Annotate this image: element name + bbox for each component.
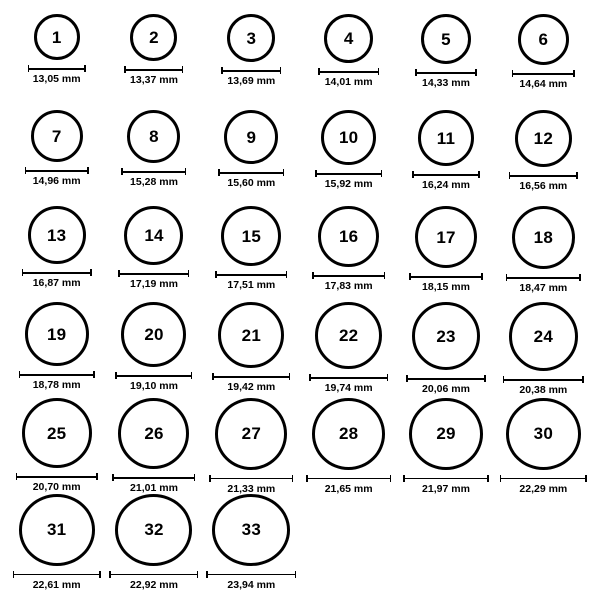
ring-measure: [318, 68, 379, 88]
ring-size-number: 6: [538, 30, 549, 49]
ring-circle: [315, 302, 382, 369]
ring-diameter-label: 14,01 mm: [324, 76, 373, 88]
ring-measure: [503, 376, 584, 396]
ring-diameter-label: 15,60 mm: [227, 177, 276, 189]
ring-circle: [418, 110, 474, 166]
ring-circle: [31, 110, 83, 162]
ring-size-cell[interactable]: [105, 110, 202, 206]
ring-diameter-label: 14,64 mm: [519, 78, 568, 90]
ring-measure: [221, 67, 281, 87]
ring-size-cell[interactable]: [105, 206, 202, 302]
ring-diameter-label: 19,42 mm: [227, 381, 276, 393]
ring-circle: [409, 398, 483, 470]
ring-size-number: 10: [339, 128, 359, 147]
caliper-icon: [512, 70, 575, 77]
caliper-icon: [500, 475, 587, 482]
ring-size-cell[interactable]: [397, 398, 494, 494]
ring-diameter-label: 13,69 mm: [227, 75, 276, 87]
ring-diameter-label: 19,74 mm: [324, 382, 373, 394]
ring-size-number: 15: [241, 226, 261, 246]
ring-diameter-label: 20,38 mm: [519, 384, 568, 396]
ring-circle: [324, 14, 373, 63]
ring-measure: [506, 274, 581, 294]
ring-circle: [212, 494, 290, 566]
ring-measure: [512, 70, 575, 90]
ring-measure: [218, 169, 284, 189]
caliper-icon: [118, 270, 189, 277]
ring-size-number: 20: [144, 325, 164, 344]
ring-circle: [19, 494, 95, 566]
ring-size-number: 32: [144, 520, 164, 540]
ring-diameter-label: 21,01 mm: [130, 482, 178, 494]
ring-size-number: 1: [51, 27, 62, 47]
ring-size-cell[interactable]: [397, 14, 494, 110]
ring-diameter-label: 23,94 mm: [227, 578, 276, 591]
ring-circle: [118, 398, 189, 469]
ring-diameter-label: 18,47 mm: [519, 282, 568, 294]
caliper-icon: [124, 66, 183, 73]
ring-circle: [124, 206, 183, 265]
caliper-icon: [415, 69, 477, 76]
ring-size-cell[interactable]: [105, 302, 202, 398]
ring-size-cell[interactable]: [203, 302, 300, 398]
ring-size-cell[interactable]: [8, 398, 105, 494]
ring-diameter-label: 15,92 mm: [324, 178, 373, 190]
caliper-icon: [306, 475, 391, 482]
ring-measure: [312, 272, 385, 292]
caliper-icon: [121, 168, 186, 175]
ring-measure: [306, 475, 391, 495]
caliper-icon: [13, 571, 101, 578]
ring-size-number: 26: [144, 424, 164, 443]
ring-circle: [227, 14, 275, 62]
ring-diameter-label: 14,33 mm: [422, 77, 470, 89]
ring-circle: [512, 206, 575, 269]
caliper-icon: [16, 473, 98, 480]
ring-size-number: 8: [149, 127, 159, 146]
ring-size-number: 9: [246, 127, 257, 147]
caliper-icon: [509, 172, 578, 179]
ring-measure: [25, 167, 89, 187]
ring-measure: [212, 373, 290, 393]
caliper-icon: [109, 571, 198, 578]
ring-circle: [121, 302, 186, 367]
ring-size-cell[interactable]: [300, 302, 397, 398]
ring-size-cell[interactable]: [300, 14, 397, 110]
ring-measure: [115, 372, 192, 392]
ring-size-number: 3: [246, 28, 257, 48]
ring-size-cell[interactable]: [300, 110, 397, 206]
ring-size-cell[interactable]: [495, 302, 592, 398]
ring-size-cell[interactable]: [397, 302, 494, 398]
ring-size-number: 5: [441, 29, 451, 49]
ring-measure: [412, 171, 480, 191]
ring-measure: [403, 475, 489, 495]
ring-size-cell[interactable]: [495, 14, 592, 110]
ring-size-number: 17: [436, 227, 456, 247]
ring-size-number: 13: [47, 225, 67, 245]
ring-measure: [22, 269, 92, 289]
caliper-icon: [409, 273, 483, 280]
ring-diameter-label: 18,78 mm: [32, 379, 81, 391]
ring-measure: [409, 273, 483, 293]
ring-size-cell[interactable]: [8, 110, 105, 206]
caliper-icon: [115, 372, 192, 379]
ring-measure: [19, 371, 95, 391]
ring-diameter-label: 20,06 mm: [422, 383, 470, 395]
ring-size-number: 14: [144, 226, 164, 245]
ring-circle: [312, 398, 385, 470]
caliper-icon: [318, 68, 379, 75]
caliper-icon: [312, 272, 385, 279]
ring-measure: [500, 475, 587, 495]
ring-measure: [415, 69, 477, 89]
ring-diameter-label: 20,70 mm: [32, 481, 81, 493]
ring-size-cell[interactable]: [203, 494, 300, 590]
ring-diameter-label: 13,37 mm: [130, 74, 178, 86]
ring-measure: [28, 65, 86, 85]
ring-size-cell[interactable]: [495, 398, 592, 494]
ring-measure: [124, 66, 183, 86]
ring-measure: [509, 172, 578, 192]
ring-size-cell[interactable]: [8, 494, 105, 590]
ring-size-number: 16: [339, 227, 359, 246]
caliper-icon: [112, 474, 195, 481]
ring-size-number: 2: [149, 28, 159, 47]
ring-measure: [315, 170, 382, 190]
ring-size-number: 33: [241, 520, 261, 540]
caliper-icon: [503, 376, 584, 383]
ring-measure: [16, 473, 98, 493]
ring-size-number: 7: [51, 126, 62, 146]
ring-diameter-label: 16,56 mm: [519, 180, 568, 192]
ring-circle: [28, 206, 86, 264]
ring-size-number: 19: [47, 324, 67, 344]
caliper-icon: [209, 475, 293, 482]
ring-measure: [13, 571, 101, 591]
caliper-icon: [506, 274, 581, 281]
ring-circle: [415, 206, 477, 268]
ring-size-cell[interactable]: [105, 398, 202, 494]
ring-diameter-label: 19,10 mm: [130, 380, 178, 392]
ring-size-number: 18: [533, 228, 553, 247]
ring-circle: [25, 302, 89, 366]
ring-size-cell[interactable]: [203, 110, 300, 206]
ring-size-grid: [8, 14, 592, 590]
ring-size-cell[interactable]: [495, 206, 592, 302]
ring-size-number: 30: [533, 424, 553, 444]
ring-circle: [218, 302, 284, 368]
ring-diameter-label: 13,05 mm: [32, 73, 81, 85]
ring-size-cell[interactable]: [203, 14, 300, 110]
ring-diameter-label: 22,92 mm: [130, 578, 178, 591]
caliper-icon: [206, 571, 296, 578]
ring-size-number: 29: [436, 424, 456, 444]
caliper-icon: [212, 373, 290, 380]
ring-size-number: 25: [47, 423, 67, 443]
ring-circle: [224, 110, 278, 164]
ring-size-number: 22: [339, 326, 359, 345]
ring-size-cell[interactable]: [203, 398, 300, 494]
ring-size-number: 12: [533, 129, 553, 148]
ring-size-cell[interactable]: [300, 206, 397, 302]
caliper-icon: [406, 375, 486, 382]
ring-circle: [34, 14, 80, 60]
ring-size-number: 31: [47, 520, 67, 540]
ring-diameter-label: 18,15 mm: [422, 281, 470, 293]
ring-measure: [121, 168, 186, 188]
ring-circle: [321, 110, 376, 165]
ring-size-cell[interactable]: [300, 398, 397, 494]
ring-measure: [209, 475, 293, 495]
ring-size-cell[interactable]: [495, 110, 592, 206]
ring-measure: [112, 474, 195, 494]
ring-circle: [22, 398, 92, 468]
ring-size-number: 24: [533, 327, 553, 346]
caliper-icon: [309, 374, 388, 381]
ring-diameter-label: 21,65 mm: [324, 482, 373, 495]
ring-measure: [109, 571, 198, 591]
caliper-icon: [19, 371, 95, 378]
ring-measure: [309, 374, 388, 394]
ring-diameter-label: 17,51 mm: [227, 279, 276, 291]
ring-size-cell[interactable]: [105, 14, 202, 110]
ring-circle: [509, 302, 578, 371]
ring-size-cell[interactable]: [397, 110, 494, 206]
ring-size-number: 11: [436, 128, 456, 148]
ring-circle: [518, 14, 569, 65]
ring-circle: [130, 14, 177, 61]
ring-measure: [406, 375, 486, 395]
caliper-icon: [315, 170, 382, 177]
caliper-icon: [25, 167, 89, 174]
caliper-icon: [403, 475, 489, 482]
ring-size-number: 23: [436, 326, 456, 346]
ring-diameter-label: 21,33 mm: [227, 482, 276, 495]
caliper-icon: [218, 169, 284, 176]
ring-diameter-label: 16,24 mm: [422, 179, 470, 191]
ring-circle: [515, 110, 572, 167]
caliper-icon: [215, 271, 287, 278]
ring-circle: [318, 206, 379, 267]
ring-measure: [206, 571, 296, 591]
ring-circle: [115, 494, 192, 566]
ring-size-cell[interactable]: [8, 14, 105, 110]
ring-size-cell[interactable]: [8, 206, 105, 302]
ring-size-cell[interactable]: [397, 206, 494, 302]
ring-size-number: 4: [343, 29, 354, 48]
caliper-icon: [412, 171, 480, 178]
ring-size-cell[interactable]: [203, 206, 300, 302]
ring-diameter-label: 16,87 mm: [32, 277, 81, 289]
caliper-icon: [28, 65, 86, 72]
ring-diameter-label: 15,28 mm: [130, 176, 178, 188]
ring-circle: [421, 14, 471, 64]
ring-diameter-label: 14,96 mm: [32, 175, 81, 187]
ring-diameter-label: 22,61 mm: [32, 578, 81, 591]
ring-diameter-label: 22,29 mm: [519, 482, 568, 495]
ring-size-number: 28: [339, 424, 359, 444]
ring-size-cell[interactable]: [105, 494, 202, 590]
ring-circle: [506, 398, 581, 470]
ring-size-number: 27: [241, 424, 261, 444]
ring-diameter-label: 17,83 mm: [324, 280, 373, 292]
ring-circle: [127, 110, 180, 163]
ring-measure: [118, 270, 189, 290]
ring-diameter-label: 21,97 mm: [422, 482, 470, 495]
caliper-icon: [221, 67, 281, 74]
caliper-icon: [22, 269, 92, 276]
ring-diameter-label: 17,19 mm: [130, 278, 178, 290]
ring-size-number: 21: [241, 325, 261, 345]
ring-size-cell[interactable]: [8, 302, 105, 398]
ring-circle: [215, 398, 287, 470]
ring-measure: [215, 271, 287, 291]
ring-circle: [221, 206, 281, 266]
ring-circle: [412, 302, 480, 370]
